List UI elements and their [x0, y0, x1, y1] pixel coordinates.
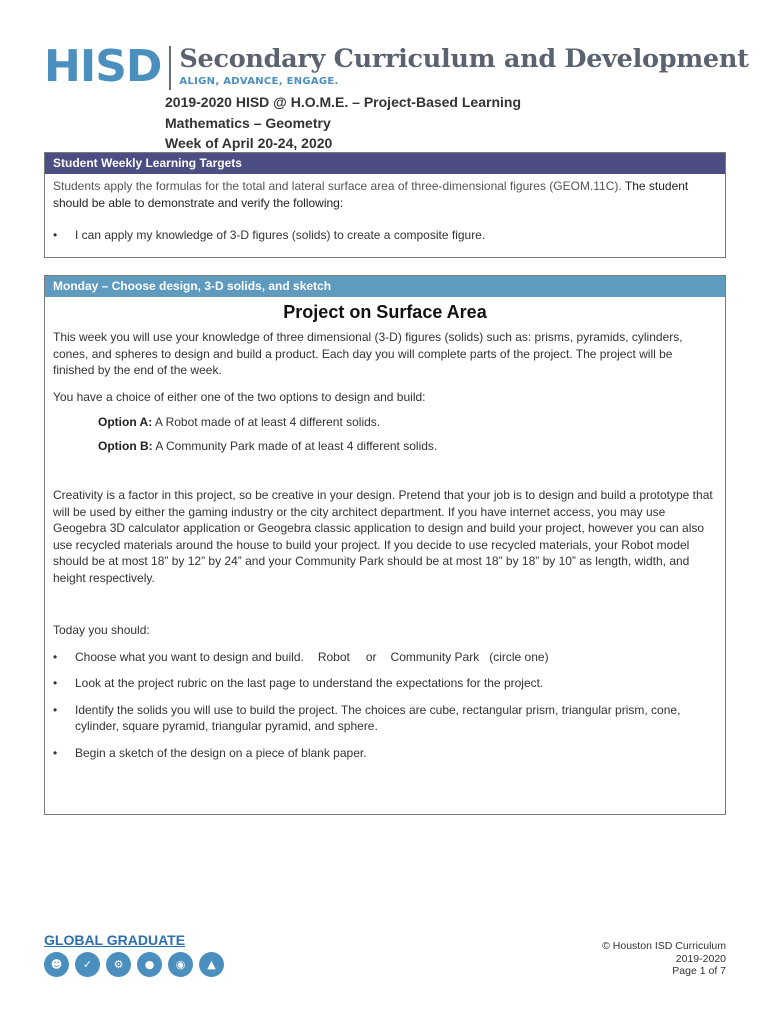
learning-targets-box: [44, 152, 726, 258]
choice-or: or: [365, 649, 377, 664]
choice-paragraph: You have a choice of either one of the two options to design and build:: [53, 389, 426, 404]
people-icon: ☻: [44, 952, 69, 977]
heading-line-2: Mathematics – Geometry: [165, 114, 331, 131]
document-heading: [165, 92, 521, 154]
targets-text-b: The: [624, 179, 646, 193]
learning-targets-text: [45, 174, 725, 211]
heading-line-1: 2019-2020 HISD @ H.O.M.E. – Project-Based Learning: [165, 94, 521, 110]
option-a-text: A Robot made of at least 4 different solids.: [154, 415, 381, 429]
global-graduate-link[interactable]: GLOBAL GRADUATE: [44, 932, 186, 948]
targets-bullet: • I can apply my knowledge of 3-D figures (solids) to create a composite figure.: [45, 227, 725, 244]
option-b-text: A Community Park made of at least 4 different solids.: [155, 439, 438, 453]
learning-targets-bar: Student Weekly Learning Targets: [45, 153, 725, 174]
option-a-label: Option A:: [98, 415, 153, 429]
footer-year: 2019-2020: [675, 952, 726, 965]
graduation-cap-icon: ▲: [199, 952, 224, 977]
today-bullet-rubric: • Look at the project rubric on the last page to understand the expectations for the project.: [45, 675, 725, 692]
heading-line-3: Week of April 20-24, 2020: [165, 135, 333, 151]
logo-hisd-text: HISD: [44, 41, 162, 92]
choice-robot: Robot: [317, 649, 350, 664]
logo-divider: [169, 46, 171, 90]
option-b: [45, 439, 725, 453]
lightbulb-icon: ◉: [168, 952, 193, 977]
bullet-choose-text: Choose what you want to design and build.: [75, 649, 304, 664]
global-graduate: [44, 932, 224, 977]
global-graduate-icons: [44, 952, 224, 977]
logo-title: Secondary Curriculum and Development: [179, 44, 749, 74]
logo-text-group: [179, 44, 748, 87]
today-label: Today you should:: [53, 623, 150, 637]
today-bullet-choose: [45, 649, 725, 666]
option-a: [45, 415, 725, 429]
footer-page-number: Page 1 of 7: [672, 965, 726, 977]
checklist-icon: ✓: [75, 952, 100, 977]
monday-bar: Monday – Choose design, 3-D solids, and sketch: [45, 276, 725, 297]
targets-text-c: student should be able to demonstrate and verify the following:: [53, 179, 689, 210]
today-bullet-sketch: • Begin a sketch of the design on a piece of blank paper.: [45, 745, 725, 762]
gears-icon: ⚙: [106, 952, 131, 977]
hisd-logo: [44, 41, 749, 92]
targets-bullet-list: [45, 227, 725, 244]
logo-tagline: ALIGN, ADVANCE, ENGAGE.: [179, 76, 339, 87]
today-bullet-solids: • Identify the solids you will use to build the project. The choices are cube, rectangular prism, triangular prism, cone, cylinder, square pyramid, triangular pyramid, and sphere.: [45, 702, 725, 735]
option-b-label: Option B:: [98, 439, 153, 453]
monday-box: [44, 275, 726, 815]
page-footer: [602, 940, 726, 978]
intro-paragraph: This week you will use your knowledge of three dimensional (3-D) figures (solids) such as: prisms, pyramids, cylinders, cones, and spheres to design and build a product. Each day you will complete parts of the project. The project will be finished by the end of the week.: [53, 330, 683, 377]
choice-circle-one: (circle one): [489, 649, 549, 664]
targets-text-a: Students apply the formulas for the total and lateral surface area of three-dimensional figures (GEOM.11C).: [53, 179, 622, 193]
footer-copyright: © Houston ISD Curriculum: [602, 940, 726, 952]
choice-community-park: Community Park: [390, 649, 480, 664]
today-bullet-list: [45, 649, 725, 762]
creativity-paragraph: Creativity is a factor in this project, so be creative in your design. Pretend that your job is to design and build a prototype that will be used by either the gaming industry or the city architect department. If you have internet access, you may use Geogebra 3D calculator application or Geogebra classic application to design and build your project, however you can also use recycled materials around the house to build your project. If you decide to use recycled materials, your Robot model should be at most 18” by 12” by 24” and your Community Park should be at most 18” by 18” by 10” as length, width, and height respectively.: [53, 488, 713, 585]
project-title: Project on Surface Area: [283, 302, 487, 322]
chat-icon: ●: [137, 952, 162, 977]
